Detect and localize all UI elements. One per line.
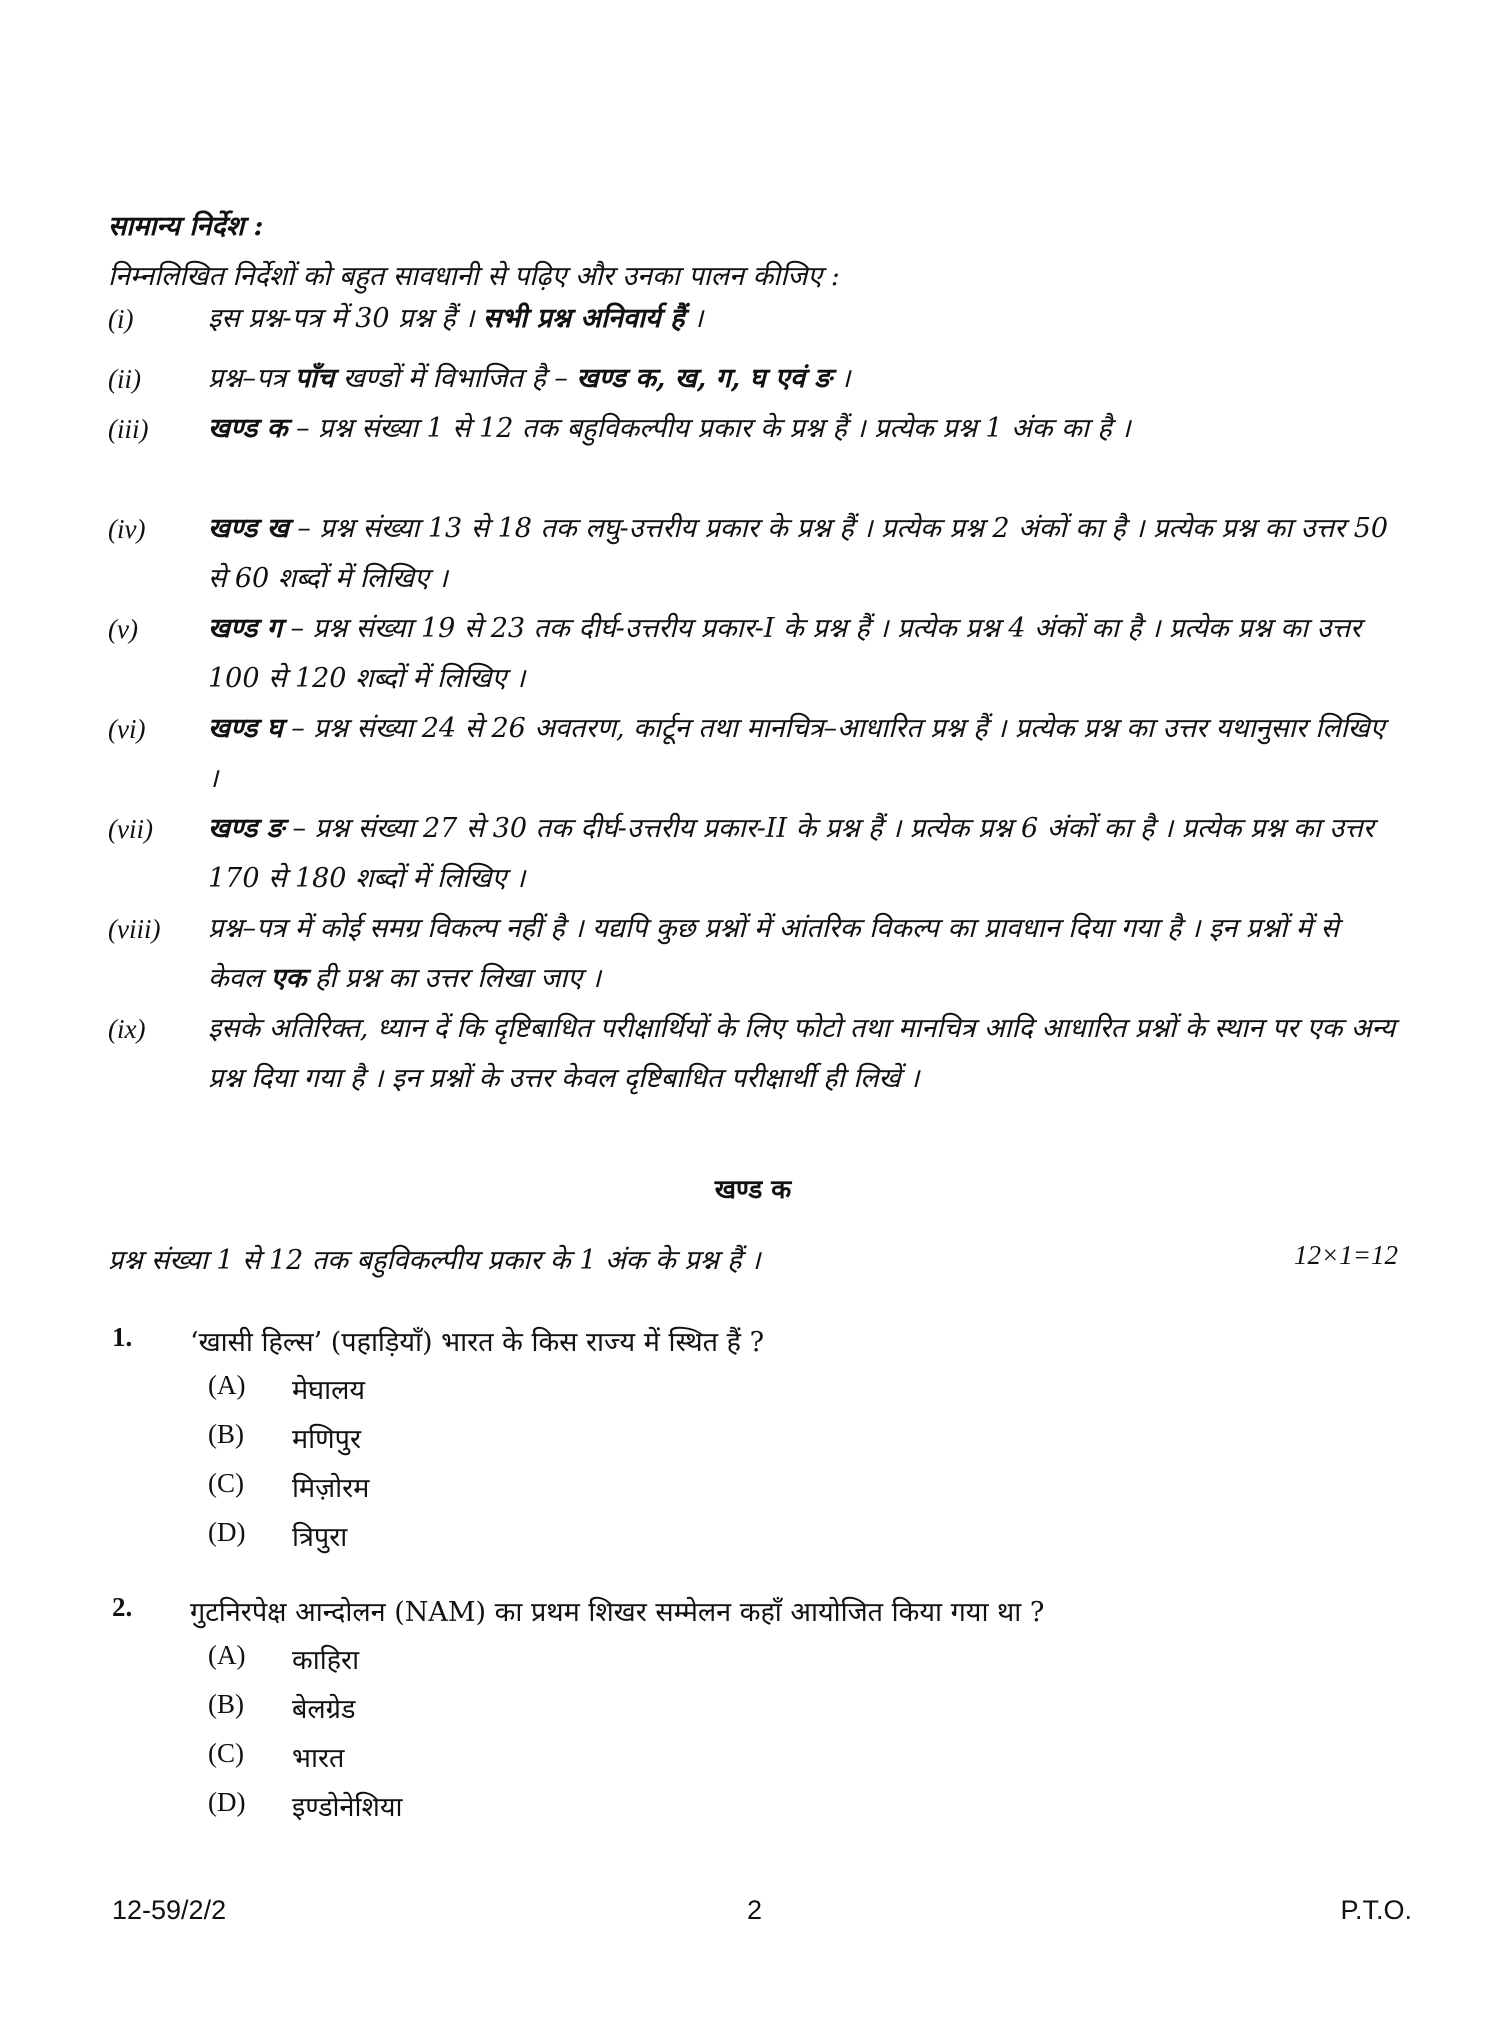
option-text: मिज़ोरम [292,1473,370,1504]
instruction-text: – प्रश्न संख्या 24 से 26 अवतरण, कार्टून तथा मानचित्र–आधारित प्रश्न हैं । प्रत्येक प्रश्न का उत्तर यथानुसार लिखिए । [208,713,1385,794]
instruction-item [108,404,1398,454]
instruction-item [108,504,1398,604]
instruction-item [108,1004,1398,1104]
section-subheading [108,1240,1398,1277]
question-1 [108,1322,1398,1566]
question-number: 2. [112,1592,133,1622]
instruction-bold: खण्ड ङ [208,813,284,844]
instruction-number: (vi) [108,714,146,744]
instruction-item [108,604,1398,704]
instruction-text: प्रश्न–पत्र [208,363,295,394]
instruction-bold: खण्ड क, ख, ग, घ एवं ङ [576,363,832,394]
option-label: (A) [208,1370,246,1400]
option-c [208,1738,1398,1787]
instruction-text: । [831,363,851,394]
instruction-item [108,294,1398,344]
instruction-text: – प्रश्न संख्या 1 से 12 तक बहुविकल्पीय प्रकार के प्रश्न हैं । प्रत्येक प्रश्न 1 अंक का है । [287,413,1131,444]
option-label: (A) [208,1640,246,1670]
instruction-text: – प्रश्न संख्या 27 से 30 तक दीर्घ-उत्तरीय प्रकार-II के प्रश्न हैं । प्रत्येक प्रश्न 6 अंकों का है । प्रत्येक प्रश्न का उत्तर 170 से 180 शब्दों में लिखिए । [208,813,1374,894]
option-label: (C) [208,1738,244,1768]
instruction-text: इसके अतिरिक्त, ध्यान दें कि दृष्टिबाधित परीक्षार्थियों के लिए फोटो तथा मानचित्र आदि आधारित प्रश्नों के स्थान पर एक अन्य प्रश्न दिया गया है । इन प्रश्नों के उत्तर केवल दृष्टिबाधित परीक्षार्थी ही लिखें । [208,1013,1396,1094]
instruction-number: (ix) [108,1014,146,1044]
instruction-item [108,804,1398,904]
section-marks: 12×1=12 [1294,1240,1398,1270]
page-number: 2 [747,1895,763,1925]
instruction-number: (v) [108,614,138,644]
paper-code: 12-59/2/2 [112,1895,227,1925]
instruction-bold: एक [270,963,307,994]
option-text: त्रिपुरा [292,1522,348,1553]
option-text: बेलग्रेड [292,1694,356,1725]
option-b [208,1419,1398,1468]
instruction-text: इस प्रश्न-पत्र में 30 प्रश्न हैं । [208,303,483,334]
instruction-number: (vii) [108,814,153,844]
option-d [208,1787,1398,1836]
section-heading: खण्ड क [714,1175,792,1205]
option-label: (D) [208,1787,246,1817]
instruction-number: (viii) [108,914,161,944]
instruction-item [108,904,1398,1004]
option-b [208,1689,1398,1738]
instruction-number: (i) [108,304,134,334]
question-text: गुटनिरपेक्ष आन्दोलन (NAM) का प्रथम शिखर सम्मेलन कहाँ आयोजित किया गया था ? [190,1597,1045,1628]
option-label: (C) [208,1468,244,1498]
instruction-text: – प्रश्न संख्या 13 से 18 तक लघु-उत्तरीय प्रकार के प्रश्न हैं । प्रत्येक प्रश्न 2 अंकों का है । प्रत्येक प्रश्न का उत्तर 50 से 60 शब्दों में लिखिए । [208,513,1389,594]
instruction-number: (iii) [108,414,149,444]
instruction-text: खण्डों में विभाजित है – [334,363,577,394]
question-number: 1. [112,1322,133,1352]
instruction-number: (ii) [108,364,141,394]
instruction-bold: खण्ड ख [208,513,289,544]
instruction-bold: सभी प्रश्न अनिवार्य हैं [482,303,685,334]
instruction-number: (iv) [108,514,146,544]
instruction-text: ही प्रश्न का उत्तर लिखा जाए । [306,963,601,994]
instruction-bold: खण्ड घ [208,713,283,744]
please-turn-over: P.T.O. [1340,1895,1412,1925]
instruction-bold: खण्ड ग [208,613,282,644]
instruction-text: प्रश्न–पत्र में कोई समग्र विकल्प नहीं है । यद्यपि कुछ प्रश्नों में आंतरिक विकल्प का प्रावधान दिया गया है । इन प्रश्नों में से केवल [208,913,1339,994]
option-label: (B) [208,1419,244,1449]
option-text: मणिपुर [292,1424,362,1455]
option-a [208,1370,1398,1419]
option-text: इण्डोनेशिया [292,1792,403,1823]
instruction-item [108,704,1398,804]
section-description: प्रश्न संख्या 1 से 12 तक बहुविकल्पीय प्रकार के 1 अंक के प्रश्न हैं । [108,1245,761,1276]
option-text: भारत [292,1743,345,1774]
question-2 [108,1592,1398,1836]
option-label: (D) [208,1517,246,1547]
instruction-bold: खण्ड क [208,413,288,444]
option-d [208,1517,1398,1566]
option-text: काहिरा [292,1645,360,1676]
option-label: (B) [208,1689,244,1719]
instruction-text: । [684,303,704,334]
option-c [208,1468,1398,1517]
question-text: ‘खासी हिल्स’ (पहाड़ियाँ) भारत के किस राज्य में स्थित हैं ? [190,1327,765,1358]
general-instructions-intro: निम्नलिखित निर्देशों को बहुत सावधानी से पढ़िए और उनका पालन कीजिए : [108,261,840,292]
general-instructions-title: सामान्य निर्देश : [108,211,264,242]
option-a [208,1640,1398,1689]
option-text: मेघालय [292,1375,366,1406]
instruction-text: – प्रश्न संख्या 19 से 23 तक दीर्घ-उत्तरीय प्रकार-I के प्रश्न हैं । प्रत्येक प्रश्न 4 अंकों का है । प्रत्येक प्रश्न का उत्तर 100 से 120 शब्दों में लिखिए । [208,613,1362,694]
instruction-bold: पाँच [294,363,335,394]
instruction-item [108,354,1398,404]
